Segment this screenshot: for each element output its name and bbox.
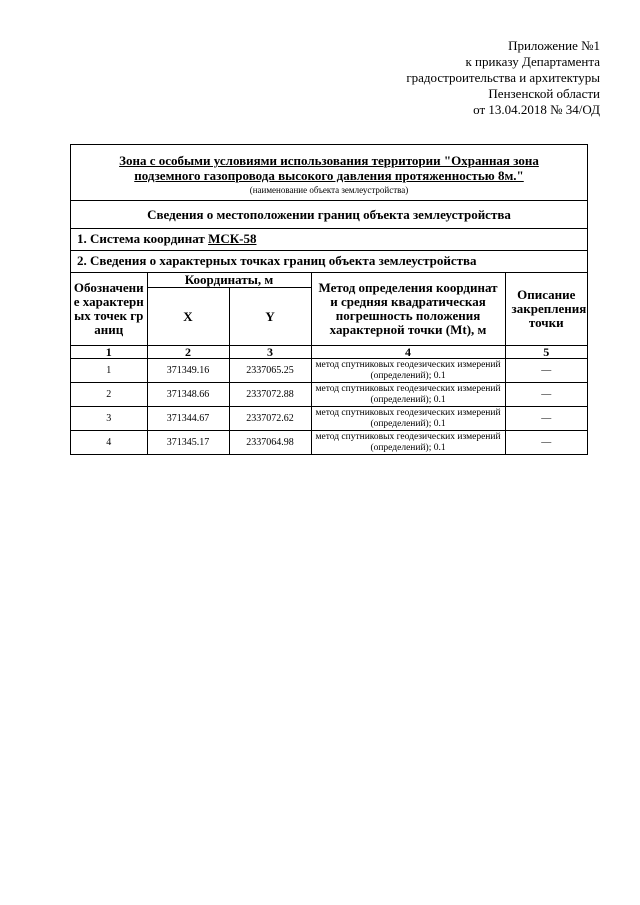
header-point-designation: Обозначение характерных точек границ: [71, 273, 147, 346]
appendix-line: Приложение №1: [508, 38, 600, 53]
document-title-line: подземного газопровода высокого давления протяженностью 8м.": [134, 168, 524, 183]
points-header: 2. Сведения о характерных точках границ объекта землеустройства: [77, 253, 477, 268]
table-row: [71, 431, 587, 455]
appendix-line: градостроительства и архитектуры: [406, 70, 600, 85]
document-title-line: Зона с особыми условиями использования территории "Охранная зона: [119, 153, 539, 168]
method-cell: метод спутниковых геодезических измерений (определений); 0.1: [311, 359, 505, 383]
point-number: 3: [71, 407, 147, 431]
fixing-description: —: [505, 407, 587, 431]
coord-system-label: 1. Система координат: [77, 231, 209, 246]
column-number: 4: [311, 346, 505, 359]
coord-y: 2337064.98: [229, 431, 311, 455]
appendix-header: [406, 38, 600, 118]
fixing-description: —: [505, 383, 587, 407]
fixing-description: —: [505, 431, 587, 455]
header-x: X: [147, 288, 229, 346]
column-number-row: [71, 346, 587, 359]
coord-system-row: [71, 229, 587, 251]
point-number: 2: [71, 383, 147, 407]
method-cell: метод спутниковых геодезических измерений (определений); 0.1: [311, 431, 505, 455]
coord-x: 371349.16: [147, 359, 229, 383]
header-method: Метод определения координат и средняя квадратическая погрешность положения характерной точки (Mt), м: [311, 273, 505, 346]
coord-y: 2337072.88: [229, 383, 311, 407]
point-number: 1: [71, 359, 147, 383]
title-block: [71, 145, 587, 201]
appendix-line: Пензенской области: [488, 86, 600, 101]
column-number: 1: [71, 346, 147, 359]
boundary-document: [70, 144, 588, 455]
title-caption: (наименование объекта землеустройства): [249, 185, 409, 195]
coord-y: 2337065.25: [229, 359, 311, 383]
appendix-line: от 13.04.2018 № 34/ОД: [473, 102, 600, 117]
column-number: 5: [505, 346, 587, 359]
header-coordinates: Координаты, м: [147, 273, 311, 288]
table-row: [71, 359, 587, 383]
coord-system-value: МСК-58: [208, 231, 257, 246]
table-row: [71, 383, 587, 407]
fixing-description: —: [505, 359, 587, 383]
section-header: Сведения о местоположении границ объекта землеустройства: [71, 201, 587, 229]
column-number: 3: [229, 346, 311, 359]
method-cell: метод спутниковых геодезических измерений (определений); 0.1: [311, 407, 505, 431]
coord-x: 371345.17: [147, 431, 229, 455]
coord-x: 371344.67: [147, 407, 229, 431]
header-y: Y: [229, 288, 311, 346]
coord-y: 2337072.62: [229, 407, 311, 431]
point-number: 4: [71, 431, 147, 455]
points-table: [71, 272, 587, 454]
coord-x: 371348.66: [147, 383, 229, 407]
table-row: [71, 407, 587, 431]
header-description: Описание закрепления точки: [505, 273, 587, 346]
method-cell: метод спутниковых геодезических измерений (определений); 0.1: [311, 383, 505, 407]
column-number: 2: [147, 346, 229, 359]
appendix-line: к приказу Департамента: [465, 54, 600, 69]
